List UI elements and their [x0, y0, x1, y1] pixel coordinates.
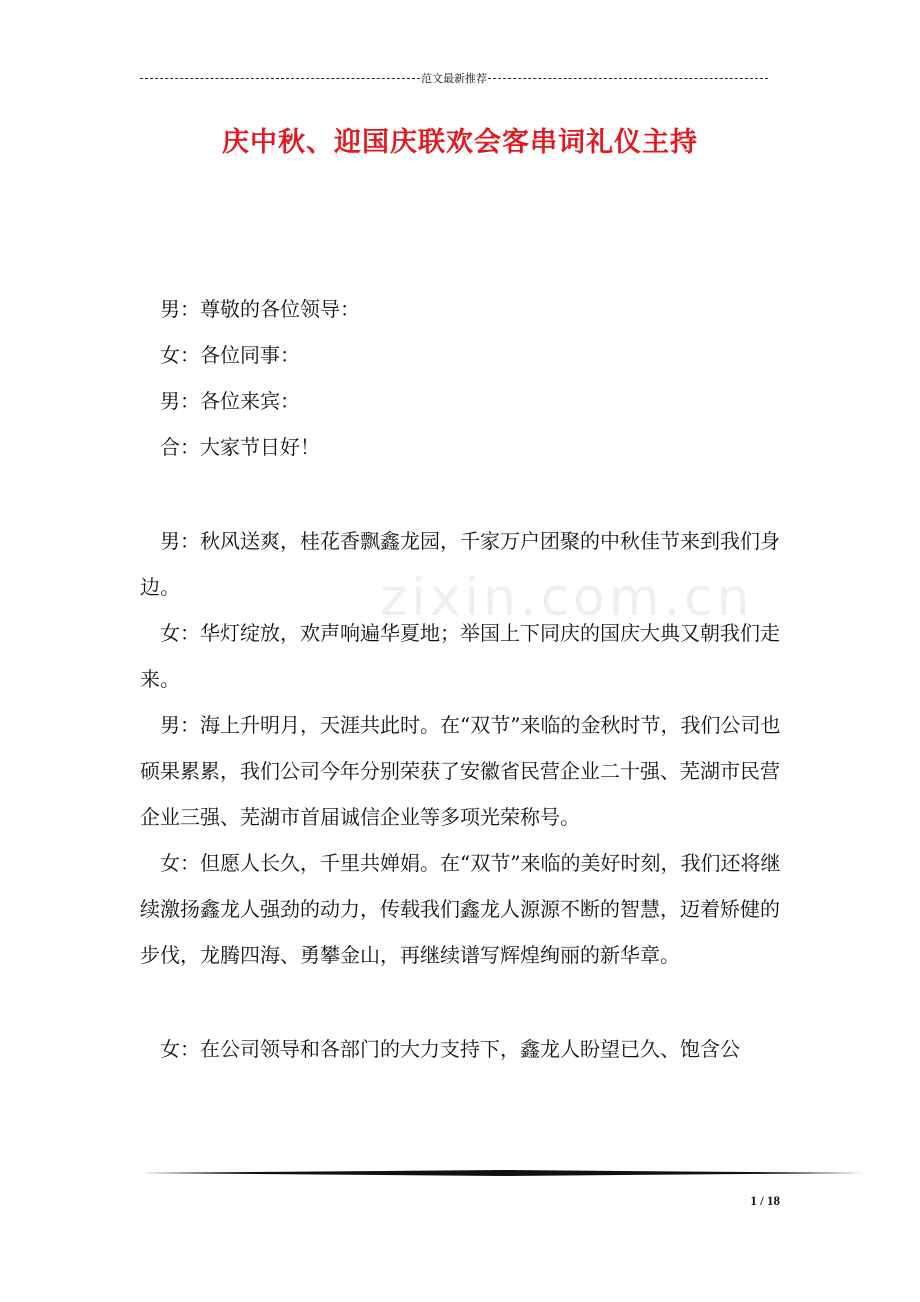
header-label: 范文最新推荐 — [421, 72, 487, 85]
paragraph: 女：华灯绽放，欢声响遍华夏地；举国上下同庆的国庆大典又朝我们走来。 — [140, 621, 780, 691]
paragraph: 女：各位同事： — [160, 343, 300, 367]
footer-rule — [140, 1170, 864, 1176]
header-dash-left — [140, 78, 420, 79]
document-title: 庆中秋、迎国庆联欢会客串词礼仪主持 — [222, 127, 698, 158]
header-dash-right — [488, 78, 768, 79]
page-header — [140, 68, 768, 88]
document-body — [140, 286, 784, 1072]
watermark: zixin.com.cn — [380, 568, 754, 628]
paragraph-gap — [140, 470, 784, 518]
paragraph-gap — [140, 978, 784, 1026]
paragraph: 女：在公司领导和各部门的大力支持下，鑫龙人盼望已久、饱含公 — [160, 1037, 740, 1061]
paragraph: 合：大家节日好！ — [160, 435, 320, 459]
paragraph: 男：各位来宾： — [160, 389, 300, 413]
paragraph: 男：秋风送爽，桂花香飘鑫龙园，千家万户团聚的中秋佳节来到我们身边。 — [140, 529, 780, 599]
paragraph: 男：尊敬的各位领导： — [160, 297, 360, 321]
paragraph: 男：海上升明月，天涯共此时。在“双节”来临的金秋时节，我们公司也硕果累累，我们公司今年分别荣获了安徽省民营企业二十强、芜湖市民营企业三强、芜湖市首届诚信企业等多项光荣称号。 — [140, 713, 781, 829]
page-number: 1 / 18 — [750, 1193, 780, 1208]
paragraph: 女：但愿人长久，千里共婵娟。在“双节”来临的美好时刻，我们还将继续激扬鑫龙人强劲的动力，传载我们鑫龙人源源不断的智慧，迈着矫健的步伐，龙腾四海、勇攀金山，再继续谱写辉煌绚丽的新华章。 — [140, 851, 781, 967]
